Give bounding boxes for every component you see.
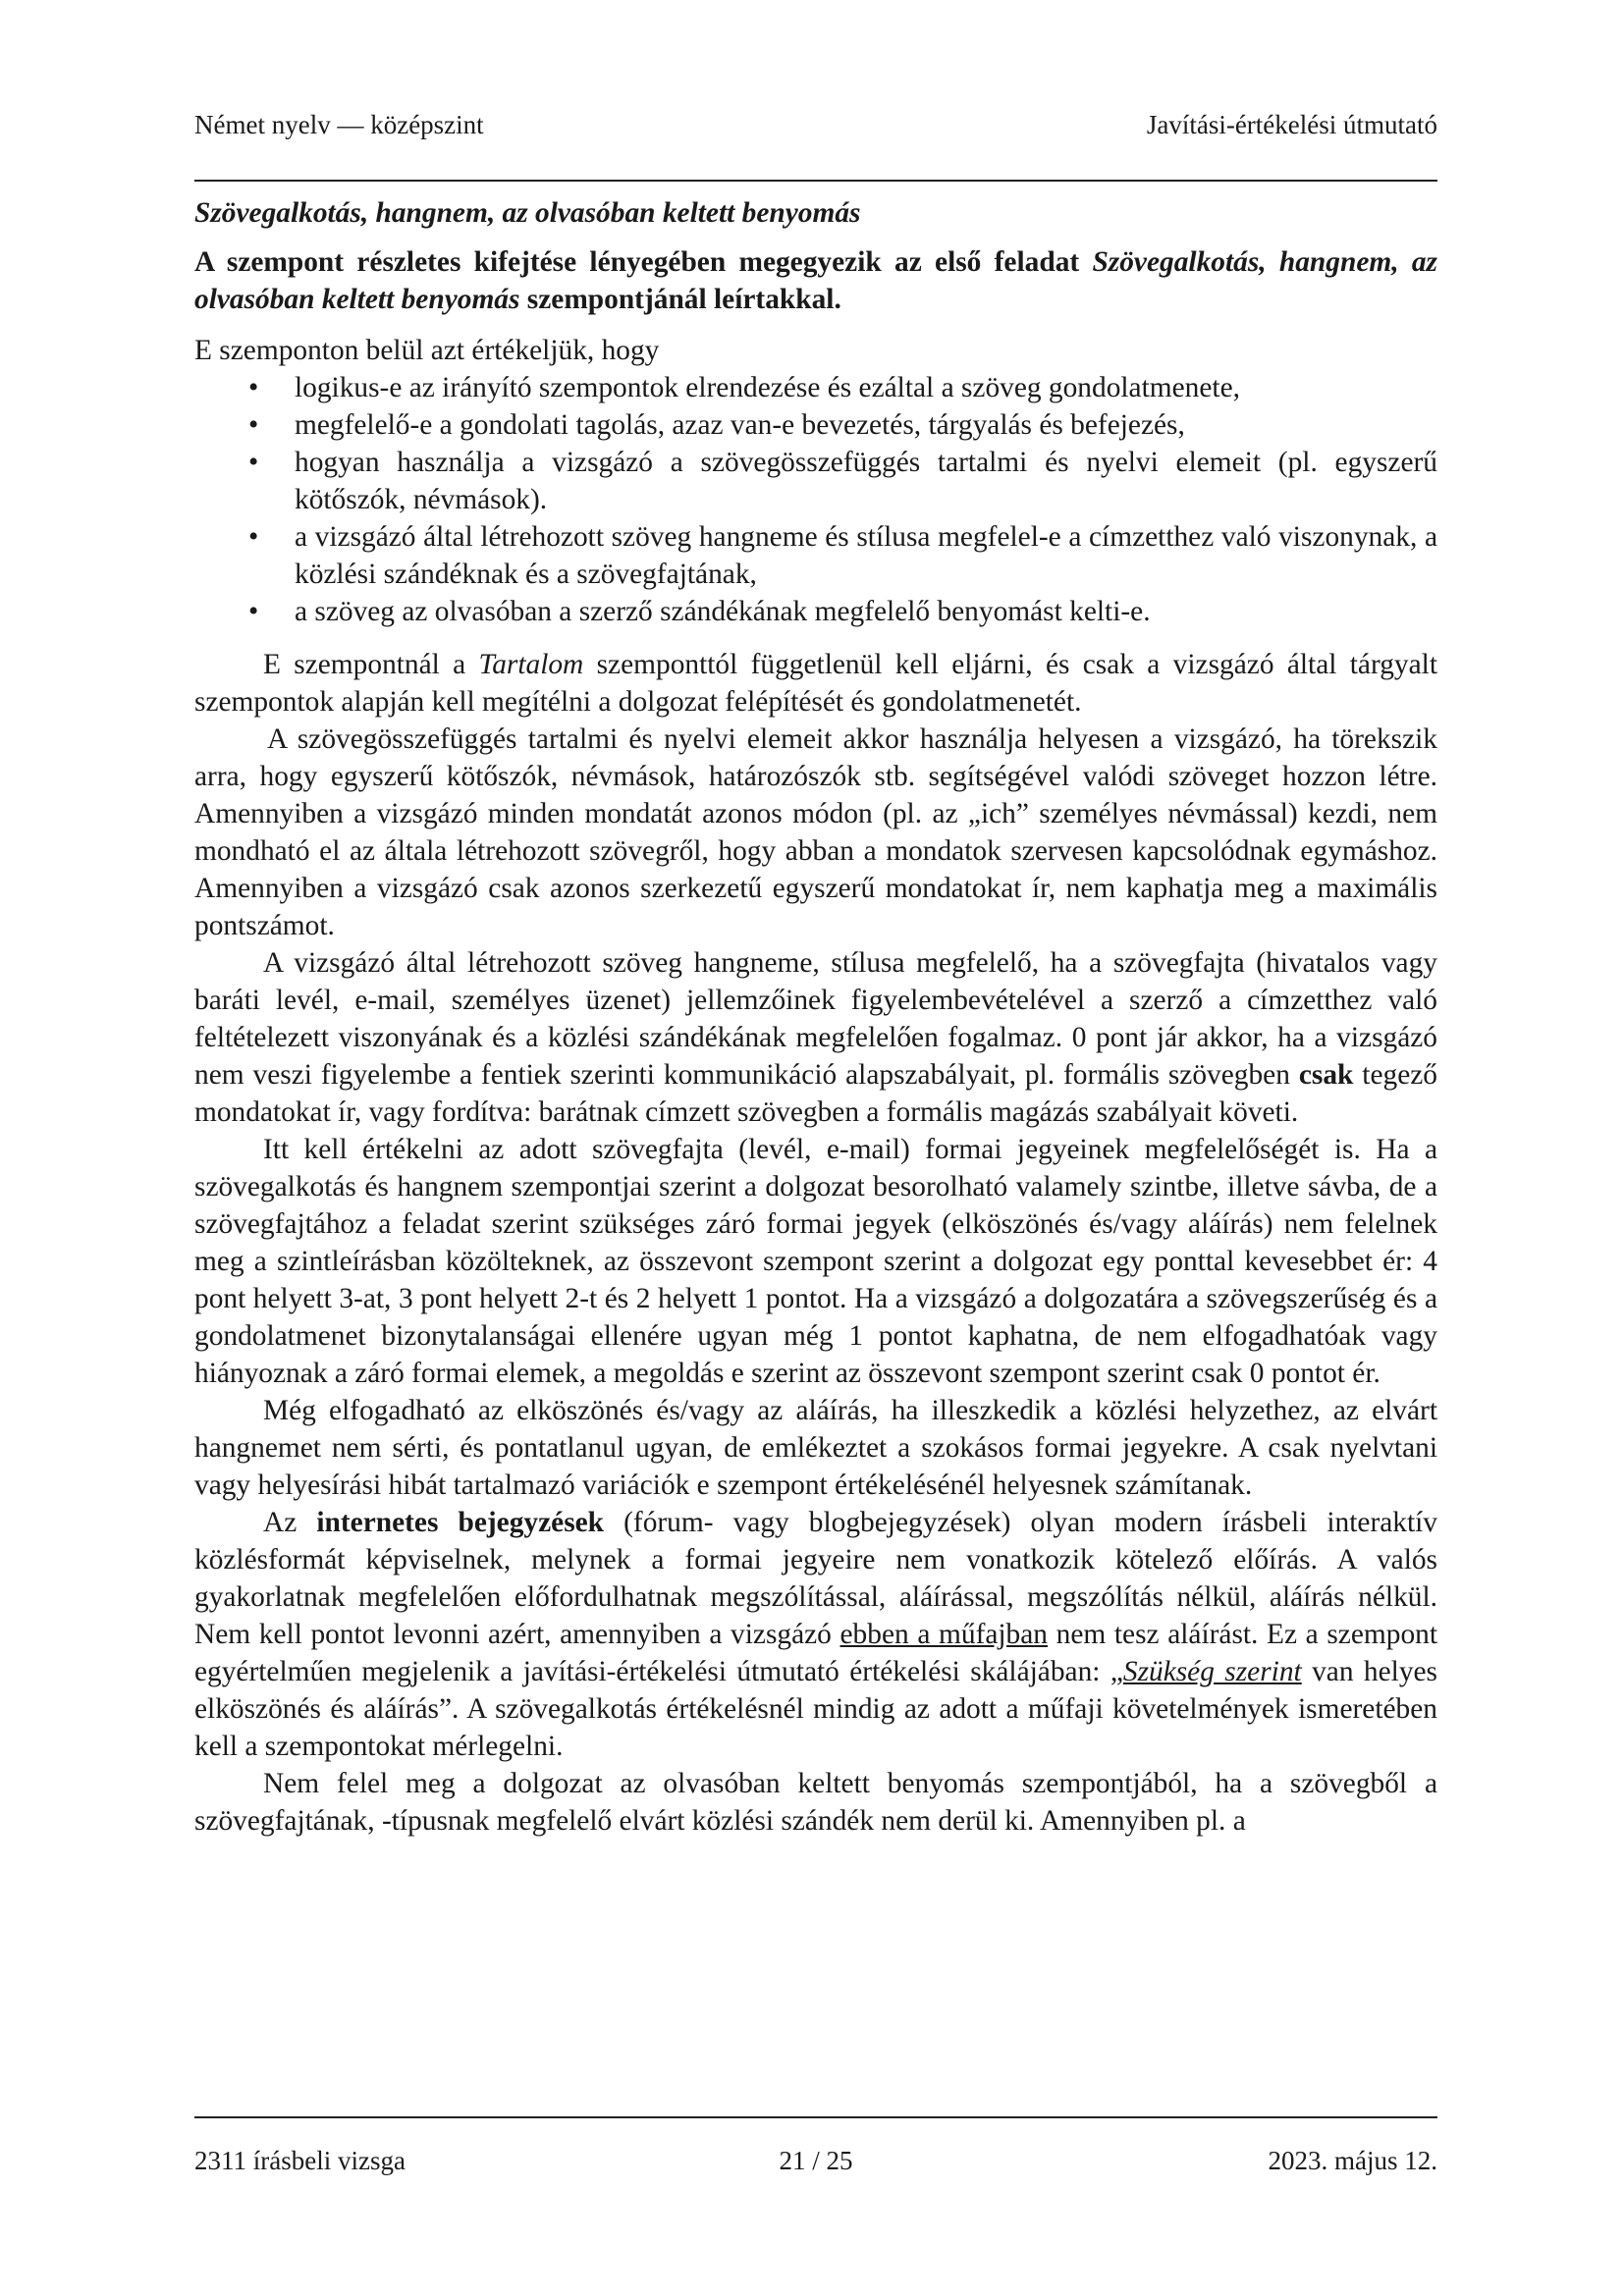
- footer-page-number: 21 / 25: [779, 2146, 853, 2175]
- criteria-item: • hogyan használja a vizsgázó a szövegösszefüggés tartalmi és nyelvi elemeit (pl. egyszerű kötőszók, névmások).: [194, 444, 1437, 518]
- footer-date: 2023. május 12.: [1268, 2146, 1437, 2175]
- paragraph-register: A vizsgázó által létrehozott szöveg hangneme, stílusa megfelelő, ha a szövegfajta (hivatalos vagy baráti levél, e-mail, személyes üzenet) jellemzőinek figyelembevételével a szerző a címzetthez való feltételezett viszonyának és a közlési szándékának megfelelően fogalmaz. 0 pont jár akkor, ha a vizsgázó nem veszi figyelembe a fentiek szerinti kommunikáció alapszabályait, pl. formális szövegben csak tegező mondatokat ír, vagy fordítva: barátnak címzett szövegben a formális magázás szabályait követi.: [194, 947, 1437, 1128]
- bullet-icon: •: [248, 409, 259, 441]
- page-header: [194, 110, 1437, 145]
- bullet-icon: •: [248, 447, 259, 478]
- criteria-list: [194, 369, 1437, 630]
- criteria-item: • logikus-e az irányító szempontok elrendezése és ezáltal a szöveg gondolatmenete,: [194, 369, 1437, 406]
- paragraph-cohesion: A szövegösszefüggés tartalmi és nyelvi elemeit akkor használja helyesen a vizsgázó, ha törekszik arra, hogy egyszerű kötőszók, névmások, határozószók stb. segítségével valódi szöveget hozzon létre. Amennyiben a vizsgázó minden mondatát azonos módon (pl. az „ich” személyes névmással) kezdi, nem mondható el az általa létrehozott szövegről, hogy abban a mondatok szervesen kapcsolódnak egymáshoz. Amennyiben a vizsgázó csak azonos szerkezetű egyszerű mondatokat ír, nem kaphatja meg a maximális pontszámot.: [194, 723, 1437, 941]
- paragraph-formal-features: Itt kell értékelni az adott szövegfajta (levél, e-mail) formai jegyeinek megfelelőségét is. Ha a szövegalkotás és hangnem szempontjai szerint a dolgozat besorolható valamely szintbe, illetve sávba, de a szövegfajtához a feladat szerint szükséges záró formai jegyek (elköszönés és/vagy aláírás) nem felelnek meg a szintleírásban közölteknek, az összevont szempont szerint a dolgozat egy ponttal kevesebbet ér: 4 pont helyett 3-at, 3 pont helyett 2-t és 2 helyett 1 pontot. Ha a vizsgázó a dolgozatára a szövegszerűség és a gondolatmenet bizonytalanságai ellenére ugyan még 1 pontot kaphatna, de nem elfogadhatóak vagy hiányoznak a záró formai elemek, a megoldás e szerint az összevont szempont szerint csak 0 pontot ér.: [194, 1134, 1437, 1389]
- bullet-icon: •: [248, 372, 259, 403]
- paragraph-independence: E szempontnál a Tartalom szemponttól függetlenül kell eljárni, és csak a vizsgázó által tárgyalt szempontok alapján kell megítélni a dolgozat felépítését és gondolatmenetét.: [194, 649, 1437, 718]
- header-document-type: Javítási-értékelési útmutató: [1146, 110, 1437, 139]
- header-subject: Német nyelv — középszint: [194, 110, 484, 139]
- lead-paragraph: A szempont részletes kifejtése lényegében megegyezik az első feladat Szövegalkotás, hangnem, az olvasóban keltett benyomás szempontjánál leírtakkal.: [194, 246, 1437, 315]
- header-divider: [194, 180, 1437, 182]
- criteria-item: • a szöveg az olvasóban a szerző szándékának megfelelő benyomást kelti-e.: [194, 593, 1437, 630]
- section-title: Szövegalkotás, hangnem, az olvasóban keltett benyomás: [194, 197, 861, 229]
- bullet-icon: •: [248, 521, 259, 553]
- paragraph-internet-posts: Az internetes bejegyzések (fórum- vagy blogbejegyzések) olyan modern írásbeli interaktív közlésformát képviselnek, melynek a formai jegyeire nem vonatkozik kötelező előírás. A valós gyakorlatnak megfelelően előfordulhatnak megszólítással, aláírással, megszólítás nélkül, aláírás nélkül. Nem kell pontot levonni azért, amennyiben a vizsgázó ebben a műfajban nem tesz aláírást. Ez a szempont egyértelműen megjelenik a javítási-értékelési útmutató értékelési skálájában: „Szükség szerint van helyes elköszönés és aláírás”. A szövegalkotás értékelésnél mindig az adott a műfaji követelmények ismeretében kell a szempontokat mérlegelni.: [194, 1507, 1437, 1762]
- document-body: [194, 194, 1437, 1840]
- document-page: [194, 0, 1437, 2296]
- criteria-intro: E szemponton belül azt értékeljük, hogy: [194, 335, 660, 366]
- criteria-item: • megfelelő-e a gondolati tagolás, azaz van-e bevezetés, tárgyalás és befejezés,: [194, 406, 1437, 444]
- footer-exam-code: 2311 írásbeli vizsga: [194, 2146, 406, 2175]
- criteria-item: • a vizsgázó által létrehozott szöveg hangneme és stílusa megfelel-e a címzetthez való viszonynak, a közlési szándéknak és a szövegfajtának,: [194, 518, 1437, 593]
- page-footer: [194, 2146, 1437, 2181]
- paragraph-reader-impression: Nem felel meg a dolgozat az olvasóban keltett benyomás szempontjából, ha a szövegből a szövegfajtának, -típusnak megfelelő elvárt közlési szándék nem derül ki. Amennyiben pl. a: [194, 1768, 1437, 1837]
- bullet-icon: •: [248, 596, 259, 627]
- footer-divider: [194, 2116, 1437, 2118]
- paragraph-acceptable-closing: Még elfogadható az elköszönés és/vagy az aláírás, ha illeszkedik a közlési helyzethez, az elvárt hangnemet nem sérti, és pontatlanul ugyan, de emlékeztet a szokásos formai jegyekre. A csak nyelvtani vagy helyesírási hibát tartalmazó variációk e szempont értékelésénél helyesnek számítanak.: [194, 1395, 1437, 1501]
